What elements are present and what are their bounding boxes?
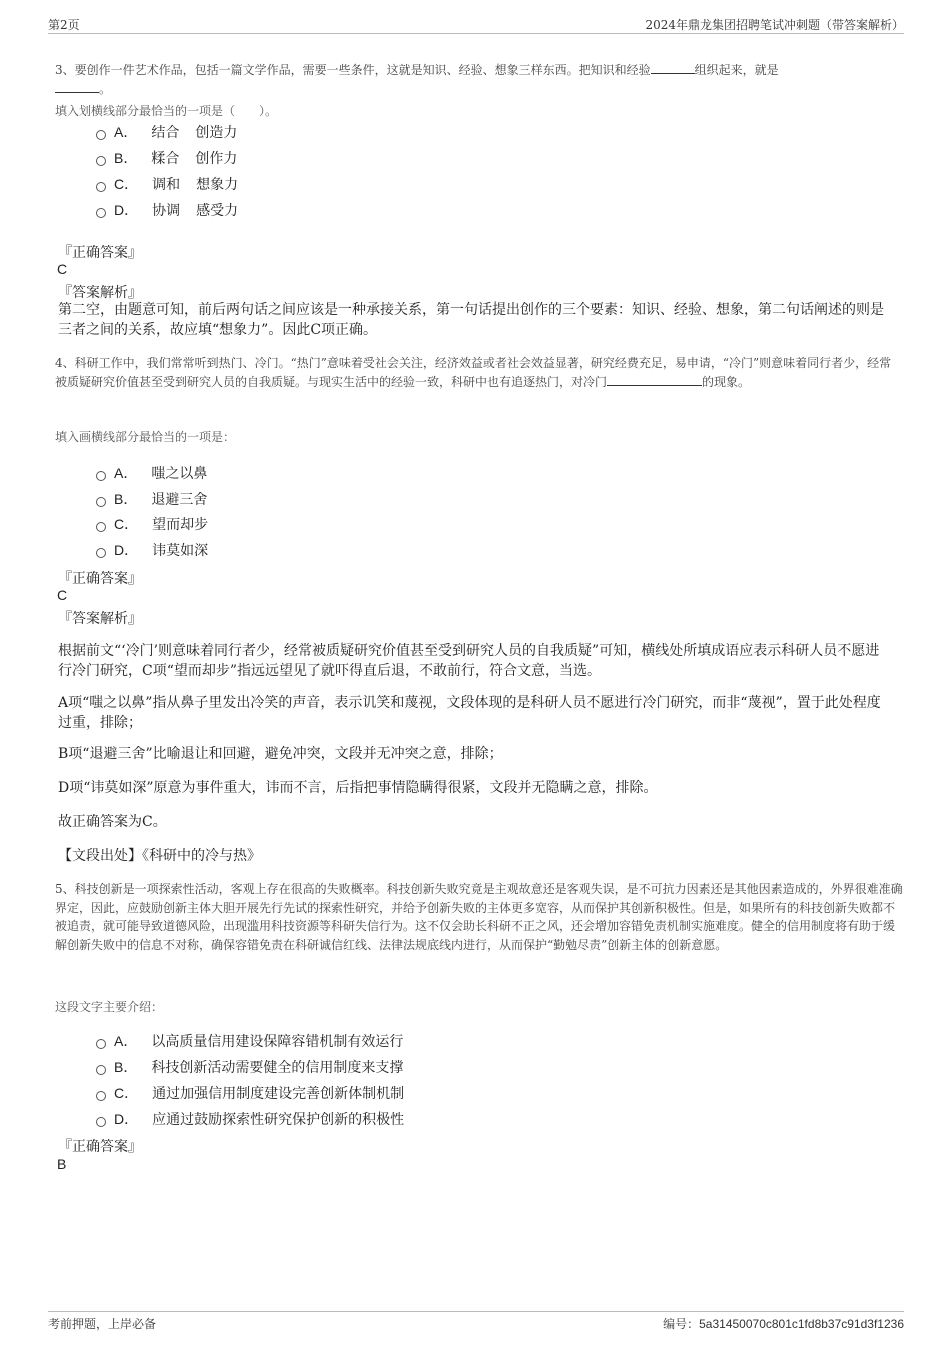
- radio-icon[interactable]: [96, 471, 106, 481]
- q5-option-c[interactable]: C． 通过加强信用制度建设完善创新体制机制: [96, 1083, 404, 1103]
- q4-answer-label: 『正确答案』: [58, 571, 142, 587]
- question-5-prompt: 这段文字主要介绍：: [55, 1000, 164, 1014]
- q4-option-b[interactable]: B． 退避三舍: [96, 489, 207, 509]
- q4-option-a[interactable]: A． 嗤之以鼻: [96, 463, 207, 483]
- question-5-text: 5、科技创新是一项探索性活动，客观上存在很高的失败概率。科技创新失败究竟是主观故意还是客观失误，是不可抗力因素还是其他因素造成的，外界很难准确界定，因此，应鼓励创新主体大胆开展先行先试的探索性研究，并给予创新失败的主体更多宽容，从而保护其创新积极性。但是，如果所有的科技创新失败都不被追责，就可能导致道德风险，出现滥用科技资源等科研失信行为。这不仅会助长科研不正之风，还会增加容错免责机制实施难度。健全的信用制度将有助于缓解创新失败中的信息不对称，确保容错免责在科研诚信红线、法律法规底线内进行，从而保护“勤勉尽责”创新主体的创新意愿。: [55, 882, 903, 952]
- question-3-prompt: 填入划横线部分最恰当的一项是（ ）。: [55, 104, 278, 118]
- q4-analysis-paragraph: D项“讳莫如深”原意为事件重大，讳而不言，后指把事情隐瞒得很紧，文段并无隐瞒之意，排除。: [58, 780, 658, 796]
- q3-analysis: 第二空，由题意可知，前后两句话之间应该是一种承接关系，第一句话提出创作的三个要素：知识、经验、想象，第二句话阐述的则是三者之间的关系，故应填“想象力”。因此C项正确。: [58, 302, 884, 338]
- q3-analysis-label: 『答案解析』: [58, 285, 142, 301]
- q5-answer-label: 『正确答案』: [58, 1139, 142, 1155]
- radio-icon[interactable]: [96, 1065, 106, 1075]
- footer-slogan: 考前押题，上岸必备: [48, 1317, 157, 1331]
- q4-analysis-paragraph: B项“退避三舍”比喻退让和回避，避免冲突，文段并无冲突之意，排除；: [58, 746, 503, 762]
- q5-option-a[interactable]: A． 以高质量信用建设保障容错机制有效运行: [96, 1031, 403, 1051]
- radio-icon[interactable]: [96, 548, 106, 558]
- page-footer: [48, 1311, 904, 1331]
- page-header: [48, 14, 904, 34]
- q4-analysis-paragraph: 根据前文“‘冷门’则意味着同行者少，经常被质疑研究价值甚至受到研究人员的自我质疑”可知，横线处所填成语应表示科研人员不愿进行冷门研究，C项“望而却步”指远远望见了就吓得直后退，不敢前行，符合文意，当选。: [58, 643, 880, 679]
- q3-answer: C: [57, 261, 68, 277]
- footer-serial: 编号：5a31450070c801c1fd8b37c91d3f1236: [663, 1317, 904, 1331]
- q4-option-d[interactable]: D． 讳莫如深: [96, 540, 208, 560]
- page-number: 第2页: [48, 18, 80, 32]
- q3-option-a[interactable]: A． 结合 创造力: [96, 122, 237, 142]
- q4-analysis-paragraph: 故正确答案为C。: [58, 814, 167, 830]
- q3-option-b[interactable]: B． 糅合 创作力: [96, 148, 237, 168]
- q4-answer: C: [57, 587, 68, 603]
- q3-option-d[interactable]: D． 协调 感受力: [96, 200, 238, 220]
- radio-icon[interactable]: [96, 156, 106, 166]
- radio-icon[interactable]: [96, 182, 106, 192]
- document-title: 2024年鼎龙集团招聘笔试冲刺题（带答案解析）: [645, 18, 904, 32]
- q5-option-d[interactable]: D． 应通过鼓励探索性研究保护创新的积极性: [96, 1109, 404, 1129]
- radio-icon[interactable]: [96, 522, 106, 532]
- q5-option-b[interactable]: B． 科技创新活动需要健全的信用制度来支撑: [96, 1057, 403, 1077]
- q4-analysis-label: 『答案解析』: [58, 611, 142, 627]
- q3-option-c[interactable]: C． 调和 想象力: [96, 174, 238, 194]
- question-4-text: 4、科研工作中，我们常常听到热门、冷门。“热门”意味着受社会关注，经济效益或者社会效益显著，研究经费充足，易申请，“冷门”则意味着同行者少，经常被质疑研究价值甚至受到研究人员的自我质疑。与现实生活中的经验一致，科研中也有追逐热门，对冷门 的现象。: [55, 356, 892, 389]
- radio-icon[interactable]: [96, 497, 106, 507]
- q4-option-c[interactable]: C． 望而却步: [96, 514, 208, 534]
- question-4-prompt: 填入画横线部分最恰当的一项是：: [55, 430, 236, 444]
- radio-icon[interactable]: [96, 130, 106, 140]
- q4-analysis-paragraph: A项“嗤之以鼻”指从鼻子里发出冷笑的声音，表示讥笑和蔑视，文段体现的是科研人员不愿进行冷门研究，而非“蔑视”，置于此处程度过重，排除；: [58, 695, 881, 731]
- q5-answer: B: [57, 1156, 67, 1172]
- radio-icon[interactable]: [96, 1117, 106, 1127]
- question-3-text: 3、要创作一件艺术作品，包括一篇文学作品，需要一些条件，这就是知识、经验、想象三样东西。把知识和经验 组织起来，就是 。: [55, 63, 779, 96]
- q4-source: 【文段出处】《科研中的冷与热》: [58, 848, 261, 864]
- radio-icon[interactable]: [96, 1039, 106, 1049]
- radio-icon[interactable]: [96, 208, 106, 218]
- q3-answer-label: 『正确答案』: [58, 245, 142, 261]
- radio-icon[interactable]: [96, 1091, 106, 1101]
